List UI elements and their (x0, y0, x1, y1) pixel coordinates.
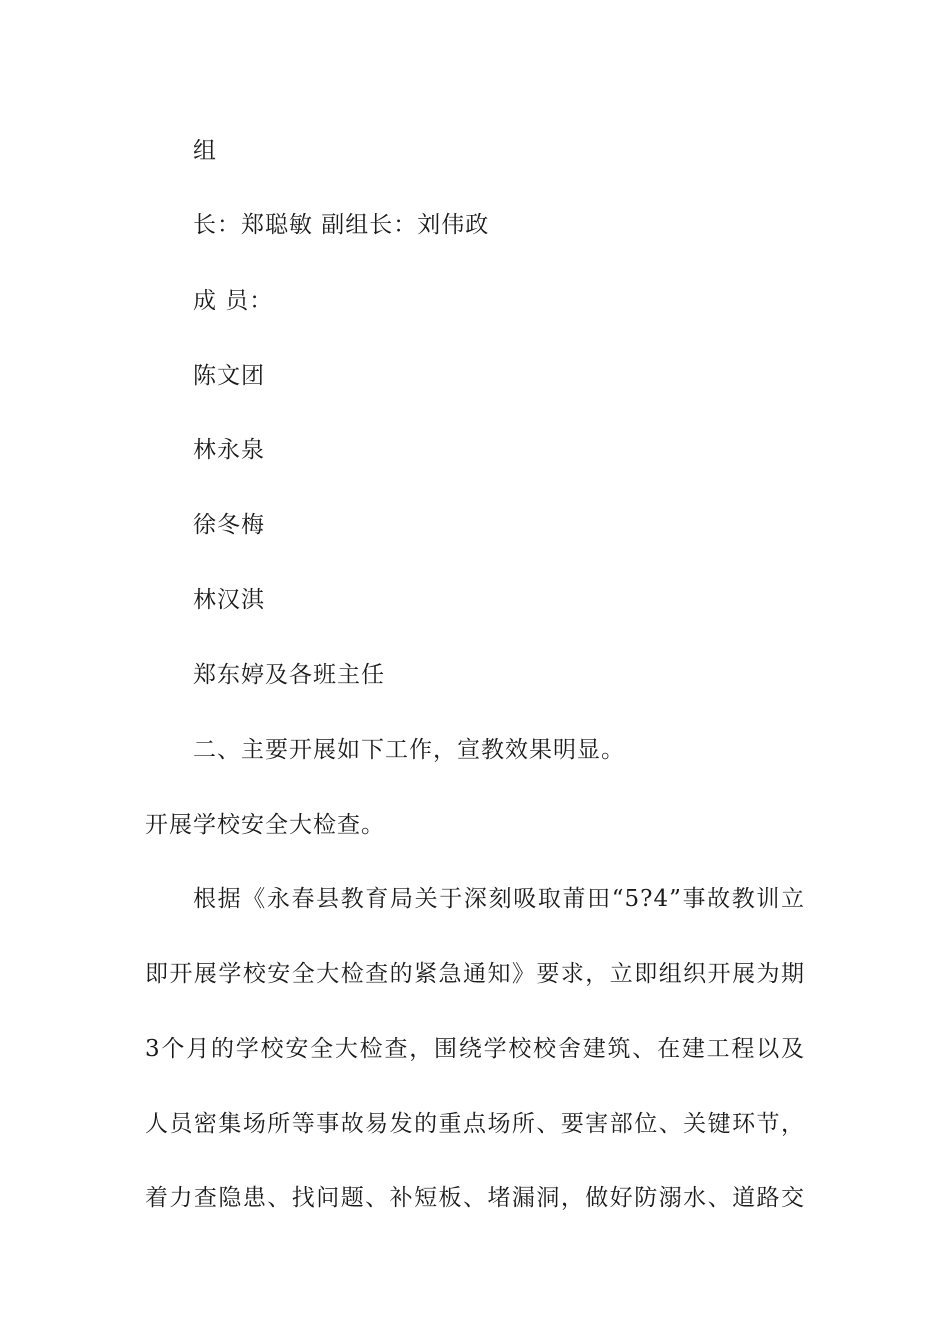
body-paragraph-line: 根据《永春县教育局关于深刻吸取莆田“5?4”事故教训立 (193, 886, 805, 912)
body-paragraph-line: 人员密集场所等事故易发的重点场所、要害部位、关键环节， (145, 1111, 805, 1137)
member-name-1: 陈文团 (193, 363, 265, 389)
subsection-heading: 开展学校安全大检查。 (145, 812, 385, 838)
member-name-2: 林永泉 (193, 437, 265, 463)
group-heading-line: 组 (193, 138, 217, 164)
section-heading: 二、主要开展如下工作，宣教效果明显。 (193, 737, 625, 763)
member-name-4: 林汉淇 (193, 587, 265, 613)
member-name-5: 郑东婷及各班主任 (193, 662, 385, 688)
member-name-3: 徐冬梅 (193, 512, 265, 538)
body-paragraph-line: 即开展学校安全大检查的紧急通知》要求，立即组织开展为期 (145, 961, 805, 987)
members-label-line: 成 员： (193, 288, 274, 314)
group-leader-line: 长：郑聪敏 副组长：刘伟政 (193, 212, 490, 238)
body-paragraph-line: 着力查隐患、找问题、补短板、堵漏洞，做好防溺水、道路交 (145, 1185, 805, 1211)
body-paragraph-line: 3个月的学校安全大检查，围绕学校校舍建筑、在建工程以及 (145, 1036, 805, 1062)
